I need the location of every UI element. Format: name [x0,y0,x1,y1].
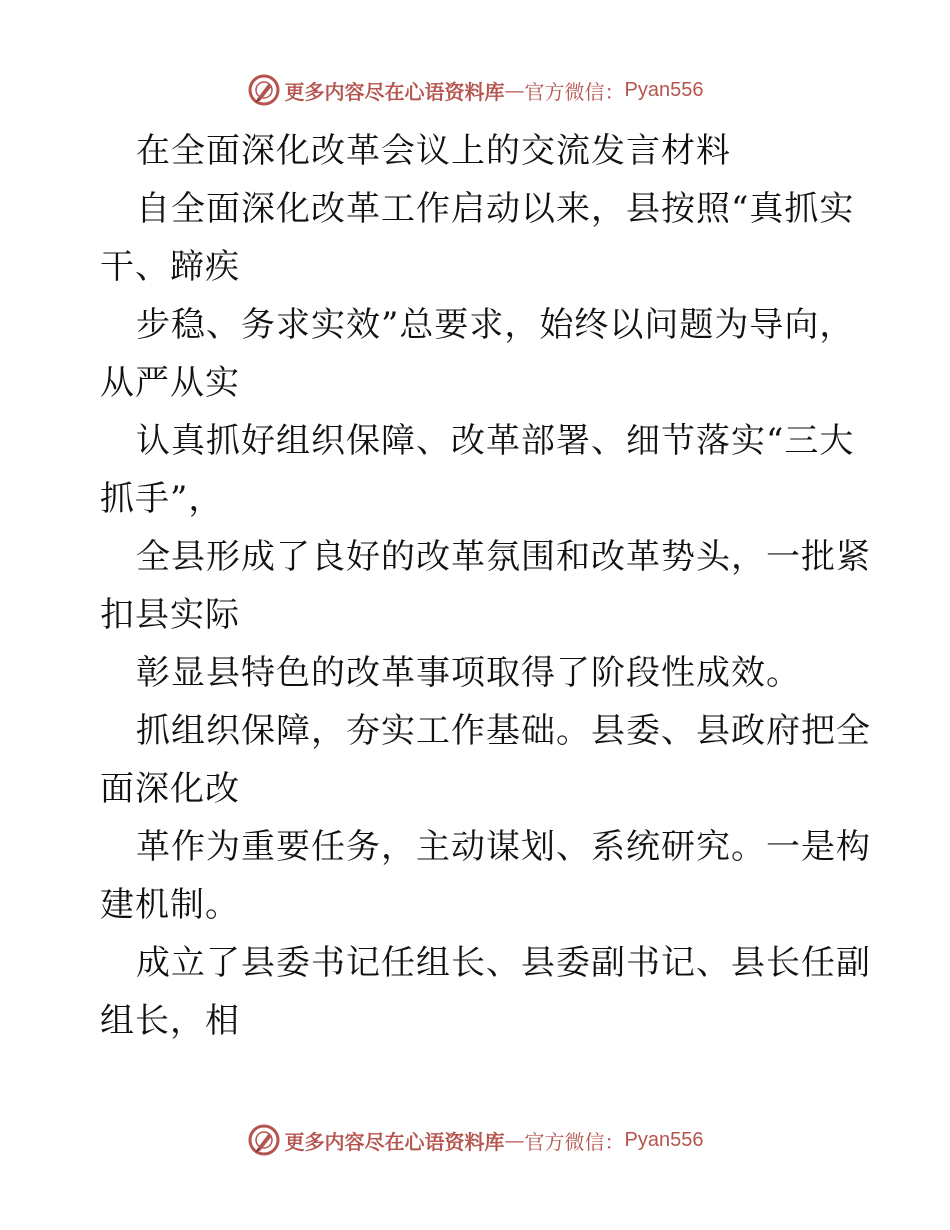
pen-logo-icon [247,1123,281,1157]
separator-dash: — [504,78,525,102]
text-line: 成立了县委书记任组长、县委副书记、县长任副 [136,943,871,983]
text-line: 面深化改 [100,769,240,809]
text-line: 步稳、务求实效”总要求，始终以问题为导向， [136,305,855,345]
site-name-text: 更多内容尽在心语资料库 [284,79,505,104]
wechat-id: Pyan556 [624,1128,704,1151]
text-line: 扣县实际 [100,595,240,635]
pen-logo-icon [247,73,281,107]
text-line: 建机制。 [100,885,240,925]
text-line: 全县形成了良好的改革氛围和改革势头，一批紧 [136,537,871,577]
footer-watermark [0,1120,950,1160]
header-watermark [0,70,950,110]
wechat-id: Pyan556 [624,78,704,101]
wechat-label: 官方微信： [524,79,625,104]
text-line: 认真抓好组织保障、改革部署、细节落实“三大 [136,421,855,461]
text-line: 从严从实 [100,363,240,403]
text-line: 抓组织保障，夯实工作基础。县委、县政府把全 [136,711,871,751]
text-line: 革作为重要任务，主动谋划、系统研究。一是构 [136,827,871,867]
text-line: 抓手”， [100,479,224,519]
wechat-label: 官方微信： [524,1129,625,1154]
site-name-text: 更多内容尽在心语资料库 [284,1129,505,1154]
text-line: 自全面深化改革工作启动以来，县按照“真抓实 [136,189,855,229]
text-line: 彰显县特色的改革事项取得了阶段性成效。 [136,653,801,693]
text-line: 组长，相 [100,1001,240,1041]
document-body [100,122,871,1050]
document-title: 在全面深化改革会议上的交流发言材料 [136,131,731,171]
separator-dash: — [504,1128,525,1152]
text-line: 干、蹄疾 [100,247,240,287]
